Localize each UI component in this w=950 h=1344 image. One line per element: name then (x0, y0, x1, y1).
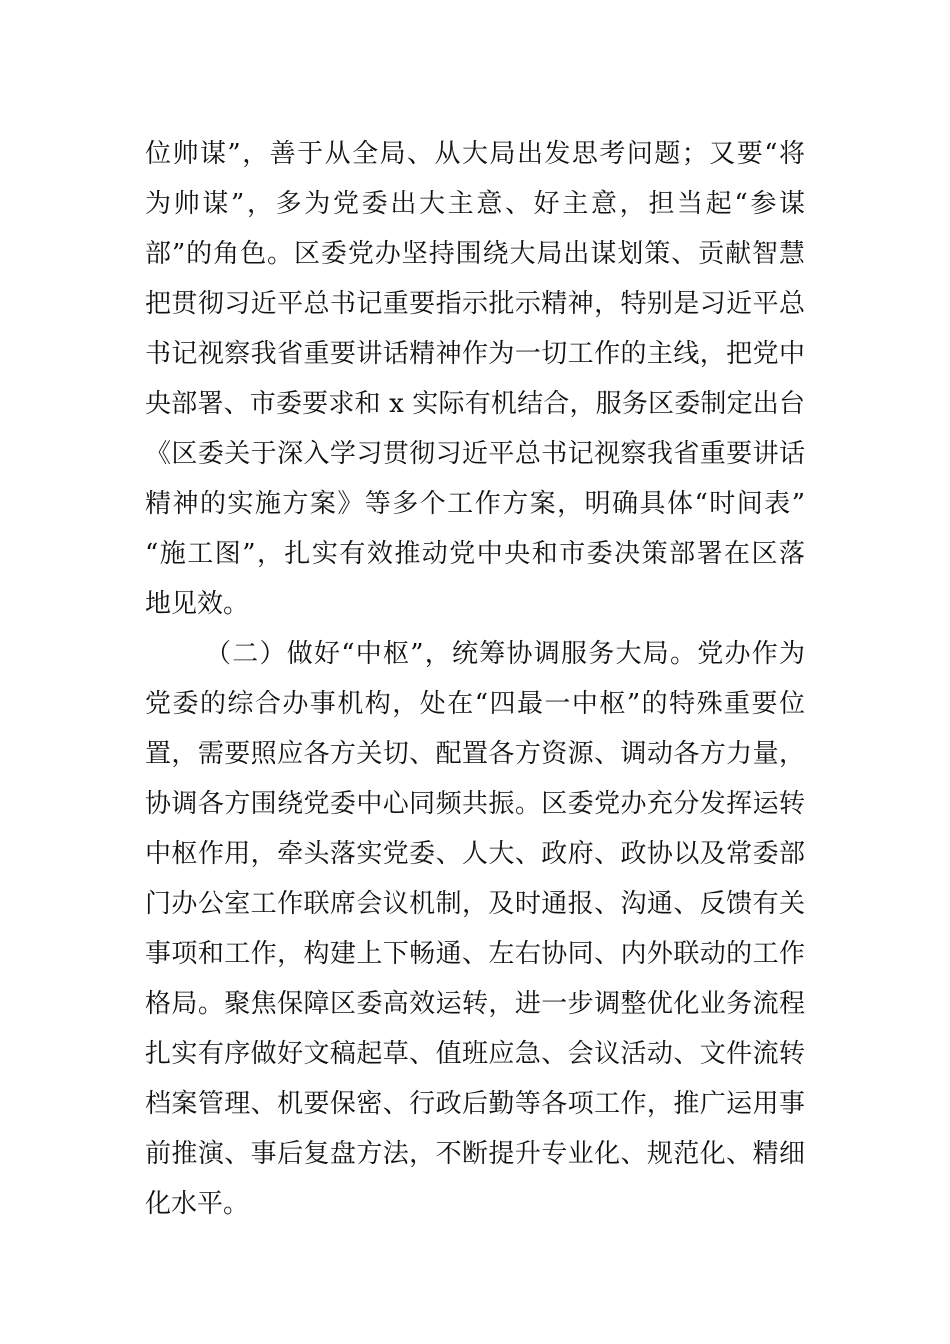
paragraph-line: 地见效。 (145, 589, 250, 619)
paragraph-line: 《区委关于深入学习贯彻习近平总书记视察我省重要讲话 (145, 439, 805, 469)
paragraph-line: 把贯彻习近平总书记重要指示批示精神，特别是习近平总 (145, 289, 805, 319)
paragraph-line: 门办公室工作联席会议机制，及时通报、沟通、反馈有关 (145, 889, 805, 919)
paragraph-line: 格局。聚焦保障区委高效运转，进一步调整优化业务流程 (145, 989, 805, 1019)
paragraph-line: 为帅谋”，多为党委出大主意、好主意，担当起“参谋 (145, 189, 805, 219)
paragraph-line: 位帅谋”，善于从全局、从大局出发思考问题；又要“将 (145, 139, 805, 169)
paragraph-line: 中枢作用，牵头落实党委、人大、政府、政协以及常委部 (145, 839, 805, 869)
paragraph-line: 精神的实施方案》等多个工作方案，明确具体“时间表” (145, 489, 805, 519)
paragraph-line: 党委的综合办事机构，处在“四最一中枢”的特殊重要位 (145, 689, 805, 719)
section-heading-line: （二）做好“中枢”，统筹协调服务大局。党办作为 (205, 639, 805, 669)
paragraph-line: 书记视察我省重要讲话精神作为一切工作的主线，把党中 (145, 339, 805, 369)
paragraph-line: 化水平。 (145, 1189, 250, 1219)
paragraph-line: 扎实有序做好文稿起草、值班应急、会议活动、文件流转 (145, 1039, 805, 1069)
paragraph-line: 档案管理、机要保密、行政后勤等各项工作，推广运用事 (145, 1089, 805, 1119)
paragraph-line: 事项和工作，构建上下畅通、左右协同、内外联动的工作 (145, 939, 805, 969)
paragraph-line: 置，需要照应各方关切、配置各方资源、调动各方力量， (145, 739, 805, 769)
paragraph-line: 央部署、市委要求和 x 实际有机结合，服务区委制定出台 (145, 389, 805, 419)
paragraph-line: 部”的角色。区委党办坚持围绕大局出谋划策、贡献智慧 (145, 239, 805, 269)
paragraph-line: “施工图”，扎实有效推动党中央和市委决策部署在区落 (145, 539, 805, 569)
paragraph-line: 协调各方围绕党委中心同频共振。区委党办充分发挥运转 (145, 789, 805, 819)
paragraph-line: 前推演、事后复盘方法，不断提升专业化、规范化、精细 (145, 1139, 805, 1169)
